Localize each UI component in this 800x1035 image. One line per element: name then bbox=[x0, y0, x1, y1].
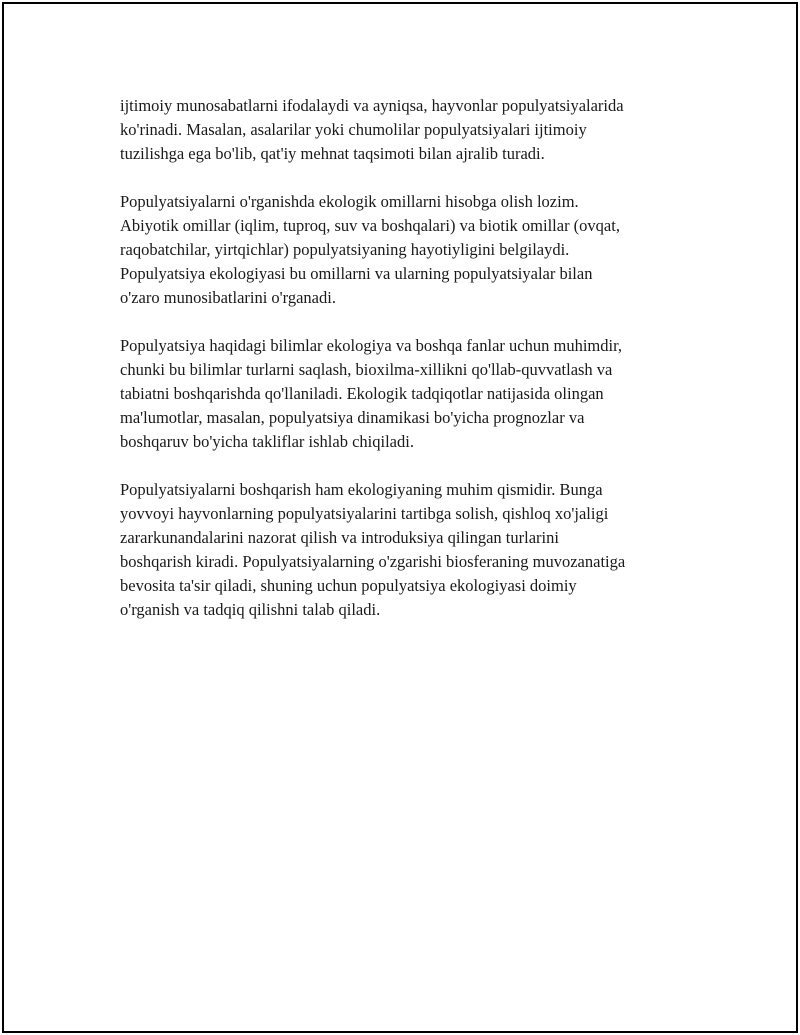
text-line: Populyatsiyalarni boshqarish ham ekologiyaning muhim qismidir. Bunga bbox=[120, 480, 603, 499]
text-line: raqobatchilar, yirtqichlar) populyatsiyaning hayotiyligini belgilaydi. bbox=[120, 240, 570, 259]
text-line: bevosita ta'sir qiladi, shuning uchun populyatsiya ekologiyasi doimiy bbox=[120, 576, 577, 595]
text-line: zararkunandalarini nazorat qilish va introduksiya qilingan turlarini bbox=[120, 528, 559, 547]
document-body bbox=[120, 94, 690, 646]
text-line: Abiyotik omillar (iqlim, tuproq, suv va boshqalari) va biotik omillar (ovqat, bbox=[120, 216, 620, 235]
text-line: Populyatsiya haqidagi bilimlar ekologiya va boshqa fanlar uchun muhimdir, bbox=[120, 336, 623, 355]
text-line: boshqaruv bo'yicha takliflar ishlab chiqiladi. bbox=[120, 432, 414, 451]
text-line: Populyatsiya ekologiyasi bu omillarni va ularning populyatsiyalar bilan bbox=[120, 264, 593, 283]
text-line: ma'lumotlar, masalan, populyatsiya dinamikasi bo'yicha prognozlar va bbox=[120, 408, 585, 427]
text-line: chunki bu bilimlar turlarni saqlash, bioxilma-xillikni qo'llab-quvvatlash va bbox=[120, 360, 613, 379]
text-line: tuzilishga ega bo'lib, qat'iy mehnat taqsimoti bilan ajralib turadi. bbox=[120, 144, 545, 163]
paragraph-knowledge-importance bbox=[120, 334, 690, 454]
text-line: boshqarish kiradi. Populyatsiyalarning o'zgarishi biosferaning muvozanatiga bbox=[120, 552, 626, 571]
paragraph-ecological-factors bbox=[120, 190, 690, 310]
text-line: yovvoyi hayvonlarning populyatsiyalarini tartibga solish, qishloq xo'jaligi bbox=[120, 504, 609, 523]
text-line: ijtimoiy munosabatlarni ifodalaydi va ayniqsa, hayvonlar populyatsiyalarida bbox=[120, 96, 624, 115]
text-line: Populyatsiyalarni o'rganishda ekologik omillarni hisobga olish lozim. bbox=[120, 192, 579, 211]
text-line: o'zaro munosibatlarini o'rganadi. bbox=[120, 288, 336, 307]
paragraph-population-management bbox=[120, 478, 690, 622]
text-line: tabiatni boshqarishda qo'llaniladi. Ekologik tadqiqotlar natijasida olingan bbox=[120, 384, 604, 403]
text-line: o'rganish va tadqiq qilishni talab qiladi. bbox=[120, 600, 381, 619]
document-page bbox=[2, 2, 798, 1033]
text-line: ko'rinadi. Masalan, asalarilar yoki chumolilar populyatsiyalari ijtimoiy bbox=[120, 120, 587, 139]
paragraph-social-relations bbox=[120, 94, 690, 166]
